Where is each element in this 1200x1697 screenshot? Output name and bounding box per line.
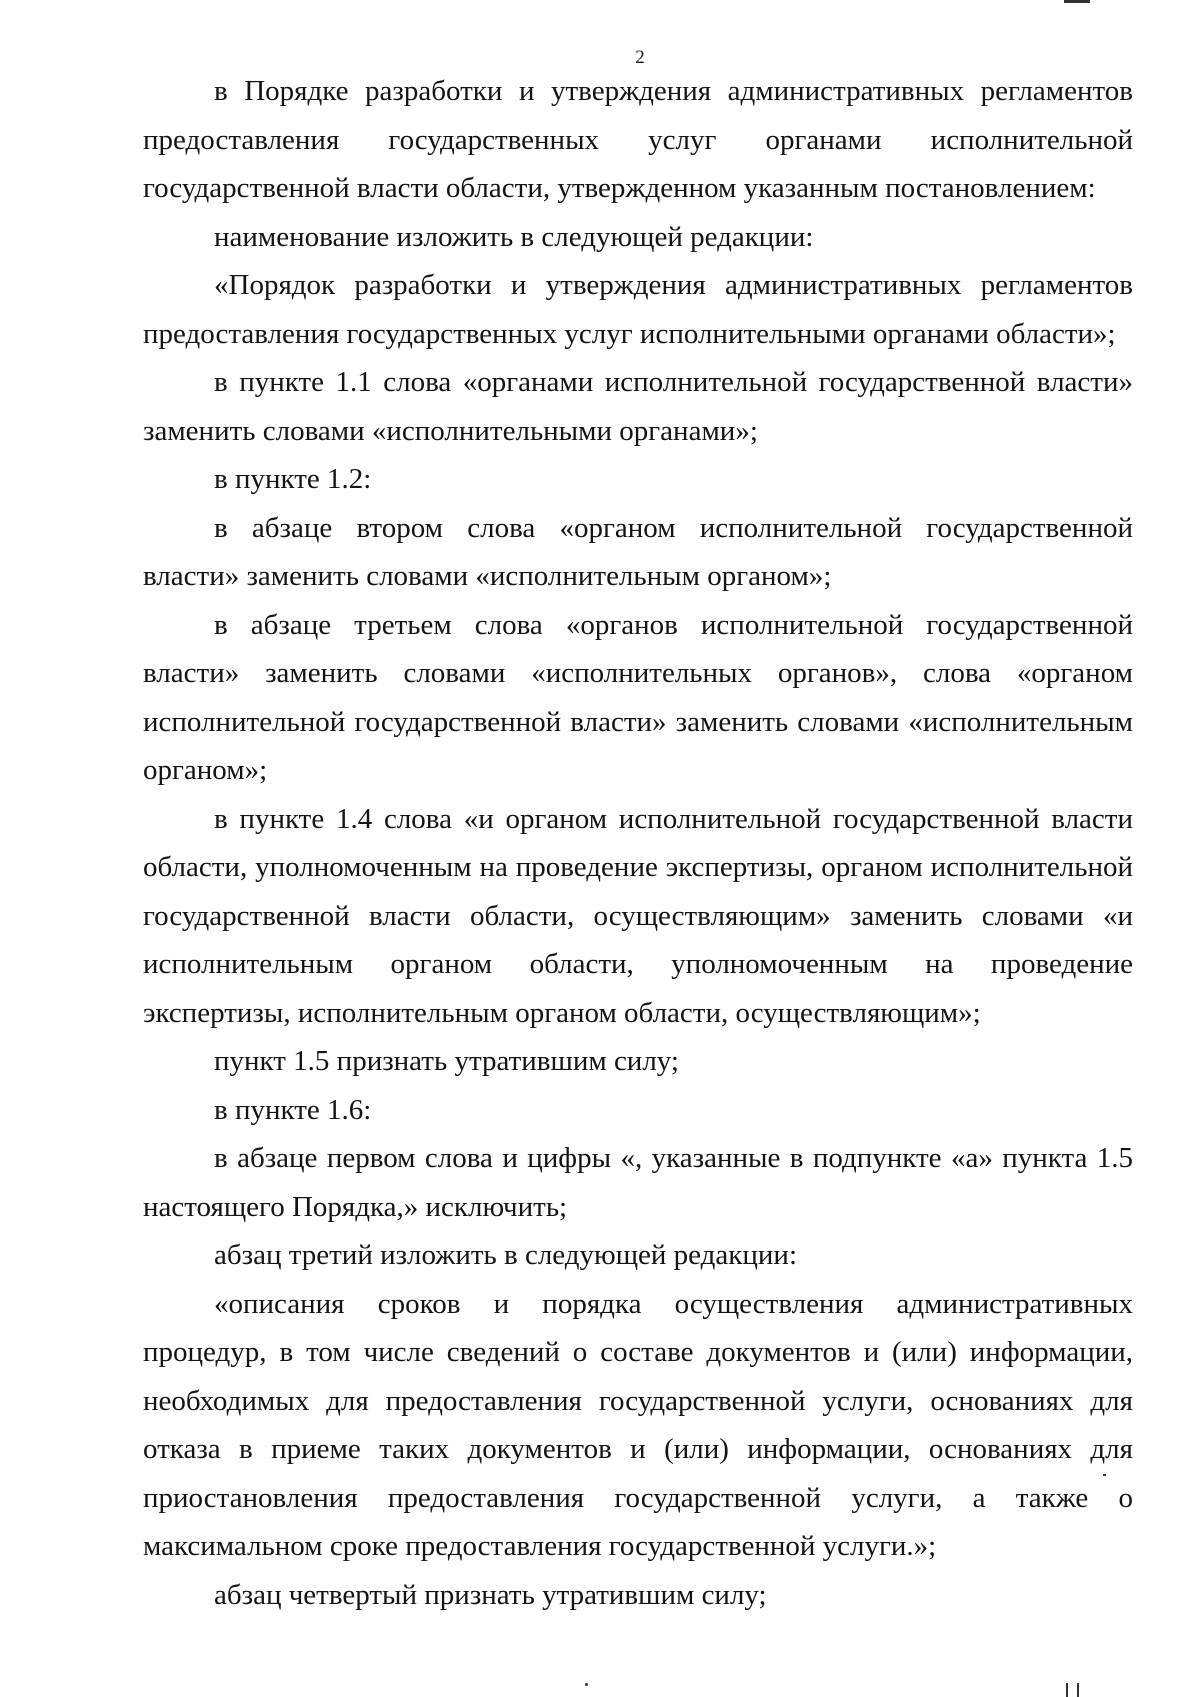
- paragraph: в Порядке разработки и утверждения административных регламентов предоставления государственных услуг органами исполнительной государственной власти области, утвержденном указанным постановлением:: [143, 75, 1133, 204]
- paragraph: в абзаце третьем слова «органов исполнительной государственной власти» заменить словами «исполнительных органов», слова «органом исполнительной государственной власти» заменить словами «исполнительным органом»;: [143, 608, 1133, 786]
- paragraph: «описания сроков и порядка осуществления административных процедур, в том числе сведений о составе документов и (или) информации, необходимых для предоставления государственной услуги, основаниях для отказа в приеме таких документов и (или) информации, основаниях для приостановления предоставления государственной услуги, а также о максимальном сроке предоставления государственной услуги.»;: [143, 1287, 1133, 1562]
- paragraph: абзац третий изложить в следующей редакции:: [214, 1239, 798, 1271]
- scan-artifact: [1064, 0, 1090, 3]
- paragraph: в абзаце втором слова «органом исполнительной государственной власти» заменить словами «исполнительным органом»;: [143, 511, 1133, 592]
- paragraph: в пункте 1.2:: [214, 463, 372, 495]
- scan-artifact: [1066, 1683, 1068, 1697]
- scan-artifact: [1077, 1683, 1079, 1697]
- paragraph: «Порядок разработки и утверждения административных регламентов предоставления государственных услуг исполнительными органами области»;: [143, 269, 1133, 350]
- paragraph: в пункте 1.6:: [214, 1093, 372, 1126]
- scan-artifact: [585, 1683, 588, 1686]
- paragraph: в абзаце первом слова и цифры «, указанные в подпункте «а» пункта 1.5 настоящего Порядка,» исключить;: [143, 1142, 1133, 1223]
- document-body: [143, 67, 1133, 1619]
- page-number: 2: [635, 47, 645, 68]
- paragraph: наименование изложить в следующей редакции:: [214, 220, 814, 253]
- paragraph: в пункте 1.1 слова «органами исполнительной государственной власти» заменить словами «исполнительными органами»;: [143, 366, 1133, 447]
- paragraph: абзац четвертый признать утратившим силу;: [214, 1578, 767, 1611]
- paragraph: в пункте 1.4 слова «и органом исполнительной государственной власти области, уполномоченным на проведение экспертизы, органом исполнительной государственной власти области, осуществляющим» заменить словами «и исполнительным органом области, уполномоченным на проведение экспертизы, исполнительным органом области, осуществляющим»;: [143, 802, 1133, 1029]
- scan-artifact: [1103, 1474, 1106, 1476]
- paragraph: пункт 1.5 признать утратившим силу;: [214, 1045, 679, 1077]
